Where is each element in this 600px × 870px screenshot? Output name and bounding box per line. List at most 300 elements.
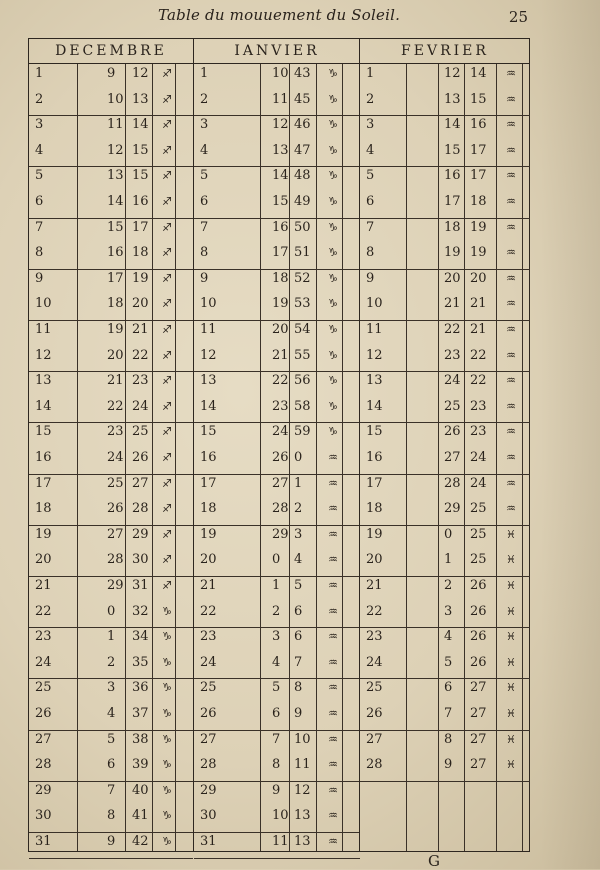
degree-value: 2 — [272, 603, 281, 619]
day-number: 13 — [200, 373, 217, 389]
column-rule — [316, 64, 317, 851]
day-number: 5 — [200, 168, 209, 184]
degree-value: 1 — [107, 629, 116, 645]
row-group-rule — [360, 371, 530, 372]
minute-value: 17 — [132, 219, 149, 235]
zodiac-sign-icon: ♑ — [328, 323, 338, 336]
zodiac-sign-icon: ♒ — [506, 297, 516, 311]
day-number: 24 — [200, 654, 217, 670]
degree-value: 17 — [107, 270, 124, 286]
minute-value: 9 — [294, 706, 303, 721]
zodiac-sign-icon: ♑ — [328, 220, 338, 234]
degree-value: 20 — [107, 347, 124, 363]
minute-value: 38 — [132, 731, 149, 747]
degree-value: 15 — [272, 194, 289, 209]
day-number: 20 — [200, 552, 217, 568]
signature-mark: G — [428, 852, 440, 870]
row-group-rule — [29, 525, 193, 526]
day-number: 12 — [200, 347, 217, 363]
degree-value: 23 — [107, 424, 124, 440]
day-number: 7 — [35, 219, 44, 235]
degree-value: 16 — [444, 168, 461, 184]
degree-value: 18 — [107, 296, 124, 312]
day-number: 16 — [200, 450, 217, 465]
zodiac-sign-icon: ♐ — [162, 502, 172, 516]
minute-value: 0 — [294, 450, 303, 465]
minute-value: 16 — [132, 194, 149, 209]
day-number: 11 — [200, 322, 217, 337]
column-rule — [175, 64, 176, 851]
row-group-rule — [194, 474, 360, 475]
day-number: 8 — [200, 245, 209, 261]
column-rule — [406, 64, 407, 851]
zodiac-sign-icon: ♒ — [328, 655, 338, 669]
degree-value: 26 — [444, 424, 461, 440]
minute-value: 14 — [470, 66, 487, 81]
zodiac-sign-icon: ♓ — [506, 732, 516, 746]
day-number: 3 — [35, 117, 44, 133]
minute-value: 32 — [132, 603, 149, 619]
zodiac-sign-icon: ♒ — [506, 169, 516, 183]
row-group-rule — [29, 269, 193, 270]
minute-value: 21 — [470, 322, 487, 337]
zodiac-sign-icon: ♑ — [162, 732, 172, 746]
zodiac-sign-icon: ♓ — [506, 604, 516, 618]
minute-value: 46 — [294, 117, 311, 133]
day-number: 1 — [366, 66, 375, 81]
row-group-rule — [360, 678, 530, 679]
degree-value: 23 — [272, 398, 289, 414]
degree-value: 28 — [107, 552, 124, 568]
minute-value: 19 — [470, 219, 487, 235]
day-number: 24 — [366, 654, 383, 670]
row-group-rule — [360, 166, 530, 167]
row-group-rule — [29, 320, 193, 321]
day-number: 7 — [200, 219, 209, 235]
degree-value: 3 — [107, 680, 116, 696]
zodiac-sign-icon: ♑ — [162, 758, 172, 772]
day-number: 4 — [35, 142, 44, 158]
column-rule — [438, 64, 439, 851]
degree-value: 3 — [444, 603, 453, 619]
row-group-rule — [360, 474, 530, 475]
minute-value: 24 — [470, 475, 487, 491]
row-group-rule — [194, 781, 360, 782]
row-group-rule — [194, 858, 360, 859]
minute-value: 25 — [132, 424, 149, 440]
row-group-rule — [194, 269, 360, 270]
day-number: 30 — [200, 808, 217, 824]
minute-value: 50 — [294, 219, 311, 235]
zodiac-sign-icon: ♐ — [162, 246, 172, 260]
month-header: FEVRIER — [360, 39, 530, 64]
zodiac-sign-icon: ♒ — [506, 246, 516, 260]
zodiac-sign-icon: ♒ — [506, 476, 516, 490]
zodiac-sign-icon: ♑ — [328, 143, 338, 157]
minute-value: 52 — [294, 270, 311, 286]
day-number: 26 — [200, 706, 217, 721]
degree-value: 0 — [272, 552, 281, 568]
page-number: 25 — [508, 8, 528, 26]
zodiac-sign-icon: ♓ — [506, 630, 516, 644]
minute-value: 8 — [294, 680, 303, 696]
row-group-rule — [29, 678, 193, 679]
day-number: 29 — [200, 782, 217, 798]
degree-value: 28 — [444, 475, 461, 491]
row-group-rule — [360, 218, 530, 219]
minute-value: 15 — [132, 142, 149, 158]
zodiac-sign-icon: ♑ — [328, 425, 338, 439]
minute-value: 12 — [294, 782, 311, 798]
day-number: 10 — [200, 296, 217, 312]
day-number: 22 — [35, 603, 52, 619]
minute-value: 29 — [132, 526, 149, 542]
minute-value: 45 — [294, 91, 311, 107]
day-number: 25 — [366, 680, 383, 696]
column-rule — [464, 64, 465, 851]
zodiac-sign-icon: ♑ — [162, 809, 172, 823]
degree-value: 17 — [444, 194, 461, 209]
degree-value: 7 — [272, 731, 281, 747]
degree-value: 8 — [444, 731, 453, 747]
minute-value: 1 — [294, 475, 303, 491]
minute-value: 58 — [294, 398, 311, 414]
minute-value: 47 — [294, 142, 311, 158]
zodiac-sign-icon: ♐ — [162, 476, 172, 490]
degree-value: 14 — [444, 117, 461, 133]
zodiac-sign-icon: ♑ — [328, 92, 338, 106]
minute-value: 22 — [132, 347, 149, 363]
zodiac-sign-icon: ♒ — [328, 732, 338, 746]
zodiac-sign-icon: ♐ — [162, 399, 172, 413]
zodiac-sign-icon: ♓ — [506, 707, 516, 720]
degree-value: 19 — [444, 245, 461, 261]
degree-value: 9 — [444, 757, 453, 773]
zodiac-sign-icon: ♓ — [506, 527, 516, 541]
zodiac-sign-icon: ♐ — [162, 527, 172, 541]
zodiac-sign-icon: ♐ — [162, 92, 172, 106]
degree-value: 6 — [272, 706, 281, 721]
minute-value: 28 — [132, 501, 149, 517]
month-column-decembre — [29, 39, 193, 851]
zodiac-sign-icon: ♒ — [506, 502, 516, 516]
day-number: 19 — [366, 526, 383, 542]
row-group-rule — [194, 218, 360, 219]
minute-value: 17 — [470, 142, 487, 158]
degree-value: 28 — [272, 501, 289, 517]
zodiac-sign-icon: ♒ — [506, 67, 516, 80]
day-number: 2 — [35, 91, 44, 107]
day-number: 4 — [200, 142, 209, 158]
zodiac-sign-icon: ♒ — [506, 195, 516, 208]
row-group-rule — [194, 678, 360, 679]
zodiac-sign-icon: ♐ — [162, 169, 172, 183]
degree-value: 6 — [444, 680, 453, 696]
zodiac-sign-icon: ♓ — [506, 681, 516, 695]
day-number: 8 — [35, 245, 44, 261]
minute-value: 40 — [132, 782, 149, 798]
zodiac-sign-icon: ♐ — [162, 374, 172, 388]
minute-value: 13 — [132, 91, 149, 107]
zodiac-sign-icon: ♒ — [328, 527, 338, 541]
zodiac-sign-icon: ♒ — [506, 399, 516, 413]
minute-value: 54 — [294, 322, 311, 337]
column-rule — [522, 64, 523, 851]
zodiac-sign-icon: ♒ — [328, 707, 338, 720]
degree-value: 22 — [444, 322, 461, 337]
day-number: 17 — [366, 475, 383, 491]
degree-value: 23 — [444, 347, 461, 363]
minute-value: 56 — [294, 373, 311, 389]
row-group-rule — [360, 627, 530, 628]
zodiac-sign-icon: ♑ — [328, 67, 338, 80]
minute-value: 26 — [132, 450, 149, 465]
degree-value: 20 — [272, 322, 289, 337]
zodiac-sign-icon: ♐ — [162, 67, 172, 80]
minute-value: 19 — [132, 270, 149, 286]
day-number: 1 — [200, 66, 209, 81]
zodiac-sign-icon: ♒ — [328, 630, 338, 644]
degree-value: 13 — [107, 168, 124, 184]
row-group-rule — [29, 422, 193, 423]
row-group-rule — [194, 115, 360, 116]
zodiac-sign-icon: ♐ — [162, 323, 172, 336]
minute-value: 7 — [294, 654, 303, 670]
degree-value: 10 — [272, 66, 289, 81]
minute-value: 12 — [132, 66, 149, 81]
minute-value: 48 — [294, 168, 311, 184]
day-number: 16 — [366, 450, 383, 465]
day-number: 26 — [366, 706, 383, 721]
zodiac-sign-icon: ♒ — [328, 681, 338, 695]
zodiac-sign-icon: ♑ — [328, 195, 338, 208]
degree-value: 18 — [272, 270, 289, 286]
day-number: 10 — [35, 296, 52, 312]
row-group-rule — [360, 115, 530, 116]
degree-value: 26 — [107, 501, 124, 517]
row-group-rule — [29, 115, 193, 116]
column-rule — [125, 64, 126, 851]
zodiac-sign-icon: ♑ — [328, 399, 338, 413]
page-title: Table du mouuement du Soleil. — [158, 6, 401, 24]
minute-value: 27 — [132, 475, 149, 491]
row-group-rule — [194, 320, 360, 321]
degree-value: 12 — [107, 142, 124, 158]
minute-value: 16 — [470, 117, 487, 133]
minute-value: 27 — [470, 757, 487, 773]
day-number: 13 — [35, 373, 52, 389]
degree-value: 25 — [107, 475, 124, 491]
month-header: IANVIER — [194, 39, 360, 64]
degree-value: 27 — [107, 526, 124, 542]
month-column-fevrier — [359, 39, 530, 851]
day-number: 3 — [366, 117, 375, 133]
zodiac-sign-icon: ♓ — [506, 655, 516, 669]
minute-value: 26 — [470, 603, 487, 619]
day-number: 14 — [366, 398, 383, 414]
row-group-rule — [194, 371, 360, 372]
row-group-rule — [29, 474, 193, 475]
minute-value: 26 — [470, 578, 487, 593]
day-number: 28 — [35, 757, 52, 773]
row-group-rule — [360, 269, 530, 270]
day-number: 8 — [366, 245, 375, 261]
degree-value: 21 — [444, 296, 461, 312]
degree-value: 15 — [107, 219, 124, 235]
degree-value: 7 — [444, 706, 453, 721]
zodiac-sign-icon: ♐ — [162, 553, 172, 567]
row-group-rule — [194, 832, 360, 833]
zodiac-sign-icon: ♑ — [328, 348, 338, 362]
column-rule — [342, 64, 343, 851]
minute-value: 10 — [294, 731, 311, 747]
minute-value: 25 — [470, 526, 487, 542]
zodiac-sign-icon: ♑ — [162, 835, 172, 848]
minute-value: 37 — [132, 706, 149, 721]
day-number: 30 — [35, 808, 52, 824]
day-number: 17 — [35, 475, 52, 491]
degree-value: 12 — [444, 66, 461, 81]
day-number: 28 — [200, 757, 217, 773]
day-number: 2 — [200, 91, 209, 107]
zodiac-sign-icon: ♑ — [328, 297, 338, 311]
degree-value: 4 — [444, 629, 453, 645]
day-number: 31 — [200, 834, 217, 849]
degree-value: 11 — [272, 834, 289, 849]
day-number: 29 — [35, 782, 52, 798]
minute-value: 27 — [470, 731, 487, 747]
day-number: 13 — [366, 373, 383, 389]
degree-value: 4 — [107, 706, 116, 721]
minute-value: 26 — [470, 629, 487, 645]
minute-value: 51 — [294, 245, 311, 261]
degree-value: 24 — [107, 450, 124, 465]
zodiac-sign-icon: ♑ — [162, 783, 172, 797]
zodiac-sign-icon: ♓ — [506, 758, 516, 772]
degree-value: 22 — [272, 373, 289, 389]
degree-value: 29 — [444, 501, 461, 517]
day-number: 11 — [35, 322, 52, 337]
minute-value: 26 — [470, 654, 487, 670]
degree-value: 0 — [444, 526, 453, 542]
day-number: 6 — [35, 194, 44, 209]
zodiac-sign-icon: ♑ — [162, 630, 172, 644]
degree-value: 13 — [272, 142, 289, 158]
day-number: 22 — [366, 603, 383, 619]
day-number: 18 — [200, 501, 217, 517]
degree-value: 8 — [107, 808, 116, 824]
degree-value: 26 — [272, 450, 289, 465]
day-number: 22 — [200, 603, 217, 619]
degree-value: 1 — [272, 578, 281, 593]
degree-value: 19 — [107, 322, 124, 337]
column-rule — [152, 64, 153, 851]
row-group-rule — [29, 627, 193, 628]
degree-value: 6 — [107, 757, 116, 773]
row-group-rule — [194, 166, 360, 167]
degree-value: 5 — [444, 654, 453, 670]
degree-value: 24 — [272, 424, 289, 440]
zodiac-sign-icon: ♒ — [506, 374, 516, 388]
zodiac-sign-icon: ♐ — [162, 348, 172, 362]
day-number: 14 — [200, 398, 217, 414]
row-group-rule — [29, 166, 193, 167]
degree-value: 5 — [107, 731, 116, 747]
degree-value: 14 — [272, 168, 289, 184]
degree-value: 22 — [107, 398, 124, 414]
minute-value: 23 — [132, 373, 149, 389]
zodiac-sign-icon: ♐ — [162, 579, 172, 592]
minute-value: 42 — [132, 834, 149, 849]
minute-value: 18 — [470, 194, 487, 209]
minute-value: 25 — [470, 552, 487, 568]
day-number: 5 — [35, 168, 44, 184]
month-column-ianvier — [193, 39, 360, 851]
minute-value: 41 — [132, 808, 149, 824]
degree-value: 15 — [444, 142, 461, 158]
degree-value: 16 — [272, 219, 289, 235]
zodiac-sign-icon: ♑ — [162, 707, 172, 720]
minute-value: 21 — [470, 296, 487, 312]
minute-value: 13 — [294, 808, 311, 824]
minute-value: 19 — [470, 245, 487, 261]
degree-value: 9 — [107, 834, 116, 849]
zodiac-sign-icon: ♐ — [162, 195, 172, 208]
degree-value: 13 — [444, 91, 461, 107]
day-number: 19 — [200, 526, 217, 542]
day-number: 24 — [35, 654, 52, 670]
minute-value: 4 — [294, 552, 303, 568]
zodiac-sign-icon: ♐ — [162, 451, 172, 464]
zodiac-sign-icon: ♐ — [162, 143, 172, 157]
day-number: 16 — [35, 450, 52, 465]
row-group-rule — [29, 730, 193, 731]
degree-value: 1 — [444, 552, 453, 568]
zodiac-sign-icon: ♓ — [506, 553, 516, 567]
minute-value: 15 — [470, 91, 487, 107]
degree-value: 9 — [107, 66, 116, 81]
day-number: 25 — [35, 680, 52, 696]
minute-value: 27 — [470, 706, 487, 721]
degree-value: 14 — [107, 194, 124, 209]
row-group-rule — [29, 218, 193, 219]
day-number: 23 — [366, 629, 383, 645]
zodiac-sign-icon: ♓ — [506, 579, 516, 592]
degree-value: 9 — [272, 782, 281, 798]
degree-value: 27 — [272, 475, 289, 491]
zodiac-sign-icon: ♒ — [328, 451, 338, 464]
zodiac-sign-icon: ♒ — [506, 220, 516, 234]
zodiac-sign-icon: ♒ — [506, 323, 516, 336]
degree-value: 27 — [444, 450, 461, 465]
day-number: 9 — [35, 270, 44, 286]
zodiac-sign-icon: ♑ — [328, 374, 338, 388]
zodiac-sign-icon: ♑ — [328, 169, 338, 183]
day-number: 25 — [200, 680, 217, 696]
minute-value: 24 — [470, 450, 487, 465]
minute-value: 6 — [294, 629, 303, 645]
minute-value: 6 — [294, 603, 303, 619]
degree-value: 17 — [272, 245, 289, 261]
degree-value: 19 — [272, 296, 289, 312]
minute-value: 30 — [132, 552, 149, 568]
row-group-rule — [194, 422, 360, 423]
degree-value: 3 — [272, 629, 281, 645]
degree-value: 12 — [272, 117, 289, 133]
degree-value: 8 — [272, 757, 281, 773]
zodiac-sign-icon: ♐ — [162, 220, 172, 234]
day-number: 1 — [35, 66, 44, 81]
